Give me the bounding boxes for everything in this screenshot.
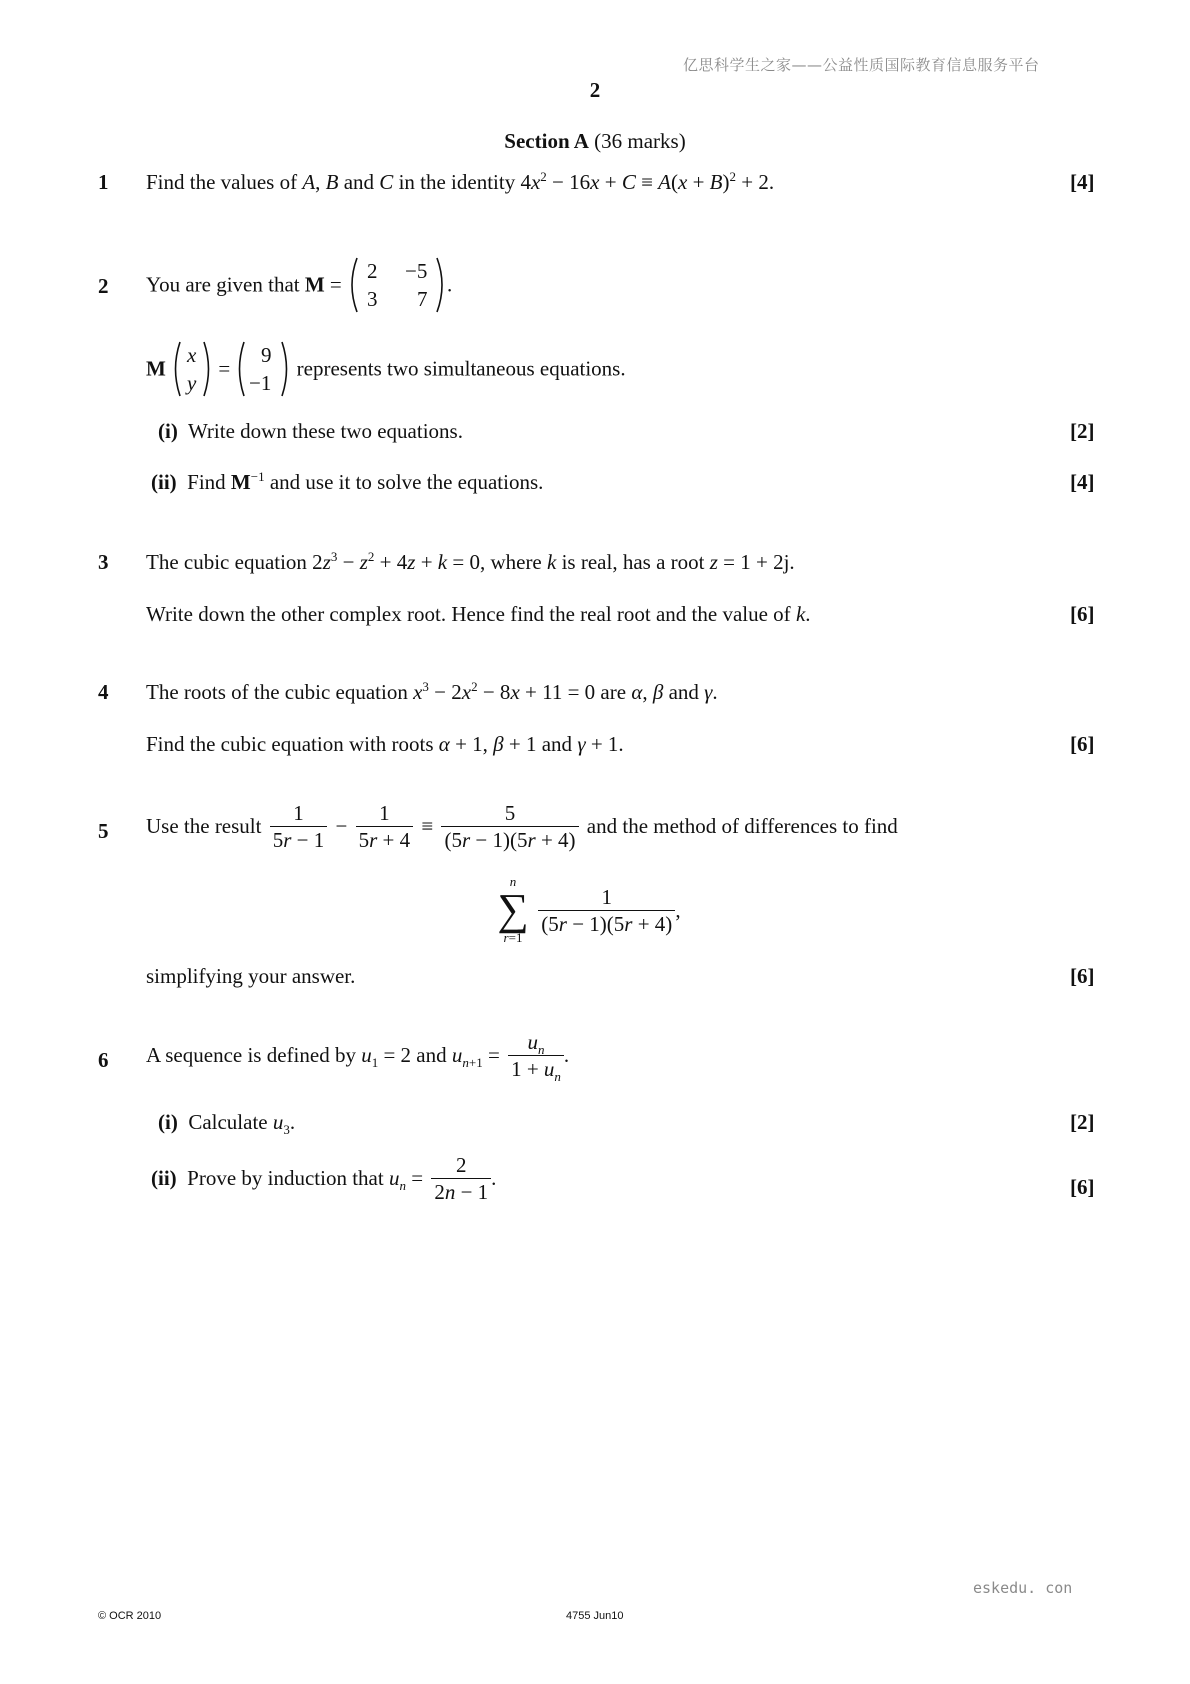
matrix-M	[347, 256, 447, 314]
footer-copyright: © OCR 2010	[98, 1610, 162, 1622]
fraction-5-over-product: $\frac{5}{(5r - 1)(5r + 4)}$	[441, 800, 578, 853]
page-number: 2	[589, 78, 601, 102]
question-2i-label: (i)	[158, 419, 178, 443]
question-4-marks: [6]	[1070, 732, 1095, 756]
section-marks: (36 marks)	[594, 129, 686, 153]
question-2i-text: Write down these two equations.	[187, 419, 463, 443]
fraction-1-over-5r-plus-4: $\frac{1}{5r + 4}$	[356, 800, 414, 853]
question-2ii: (ii) Find $M^{-1}$ and use it to solve the equations.	[151, 469, 544, 494]
question-2-number: 2	[98, 274, 109, 298]
watermark-top: 亿思科学生之家——公益性质国际教育信息服务平台	[683, 56, 1040, 74]
question-5-closing: simplifying your answer.	[146, 964, 356, 988]
matrix-M-c: 3	[367, 287, 378, 311]
question-3-marks: [6]	[1070, 602, 1095, 626]
vector-rhs	[235, 340, 291, 398]
question-6-intro: A sequence is defined by $u_1 = 2$ and $u_{n+1}$ = $\frac{u_n}{1 + u_n}$ .	[146, 1030, 570, 1084]
question-2ii-after: and use it to solve the equations.	[269, 470, 544, 494]
question-6i-text: Calculate	[188, 1110, 268, 1134]
question-2ii-before: Find	[187, 470, 226, 494]
matrix-M-d: 7	[417, 287, 428, 311]
watermark-bottom: eskedu. con	[973, 1579, 1073, 1597]
summation-operator: n ∑ r=1	[497, 874, 529, 945]
question-4-number: 4	[98, 680, 109, 704]
section-title: Section A	[504, 129, 589, 153]
vector-rhs-bottom: −1	[249, 371, 272, 395]
vector-rhs-top: 9	[261, 343, 272, 367]
question-6i-marks: [2]	[1070, 1110, 1095, 1134]
footer-paper-code: 4755 Jun10	[566, 1610, 624, 1622]
question-4-line1: The roots of the cubic equation $x^3 - 2x^2 - 8x + 11 = 0$ are α, β and γ.	[146, 679, 718, 704]
sum-upper-limit: n	[509, 874, 517, 889]
question-5-marks: [6]	[1070, 964, 1095, 988]
question-2-intro: You are given that M = 2 −5 3 7 .	[146, 256, 452, 314]
question-2ii-label: (ii)	[151, 470, 177, 494]
section-heading	[0, 129, 1190, 154]
question-2-intro-text: You are given that	[146, 272, 300, 297]
question-6i: (i) Calculate $u_3$.	[158, 1110, 296, 1137]
vector-y: y	[187, 371, 197, 395]
question-3-line2: Write down the other complex root. Hence find the real root and the value of k.	[146, 602, 811, 626]
question-2ii-marks: [4]	[1070, 470, 1095, 494]
question-6ii-label: (ii)	[151, 1166, 177, 1190]
question-6-intro-text: A sequence is defined by	[146, 1043, 356, 1067]
question-6i-label: (i)	[158, 1110, 178, 1134]
matrix-M-b: −5	[405, 259, 428, 283]
question-4-line2: Find the cubic equation with roots α + 1, β + 1 and γ + 1.	[146, 732, 624, 756]
question-3-line1: The cubic equation $2z^3 - z^2 + 4z + k = 0$, where k is real, has a root z = 1 + 2j.	[146, 549, 795, 574]
question-5-intro-text: Use the result	[146, 814, 262, 838]
question-6-number: 6	[98, 1048, 109, 1072]
question-6ii-text: Prove by induction that	[187, 1166, 384, 1190]
question-6ii: (ii) Prove by induction that $u_n$ = $\frac{2}{2n - 1}$ .	[151, 1153, 497, 1204]
question-5-number: 5	[98, 819, 109, 843]
question-5-intro: Use the result $\frac{1}{5r - 1}$ − $\frac{1}{5r + 4}$ ≡ $\frac{5}{(5r - 1)(5r + 4)}$ and the method of differences to find	[146, 801, 898, 852]
question-6ii-marks: [6]	[1070, 1175, 1095, 1199]
vector-x: x	[187, 343, 197, 367]
matrix-M-a: 2	[367, 259, 378, 283]
question-2-system: M x y = 9 −1 represents two simultaneous equations.	[146, 340, 626, 398]
fraction-recurrence: $\frac{u_n}{1 + u_n}$	[508, 1029, 564, 1082]
vector-xy	[171, 340, 213, 398]
fraction-induction: $\frac{2}{2n - 1}$	[431, 1152, 491, 1205]
question-1-text: Find the values of A, B and C in the identity $4x^2 - 16x + C \equiv A(x + B)^2 + 2$.	[146, 169, 775, 194]
question-1-number: 1	[98, 170, 109, 194]
question-5-tail: and the method of differences to find	[586, 814, 898, 838]
question-2i	[158, 419, 463, 444]
fraction-summand: $\frac{1}{(5r - 1)(5r + 4)}$	[538, 884, 675, 937]
question-3-number: 3	[98, 550, 109, 574]
question-1-marks: [4]	[1070, 170, 1095, 194]
question-2-represents: represents two simultaneous equations.	[296, 356, 626, 381]
summation-expression: n ∑ r=1 $\frac{1}{(5r - 1)(5r + 4)}$ ,	[497, 874, 681, 945]
question-2i-marks: [2]	[1070, 419, 1095, 443]
fraction-1-over-5r-minus-1: $\frac{1}{5r - 1}$	[270, 800, 328, 853]
